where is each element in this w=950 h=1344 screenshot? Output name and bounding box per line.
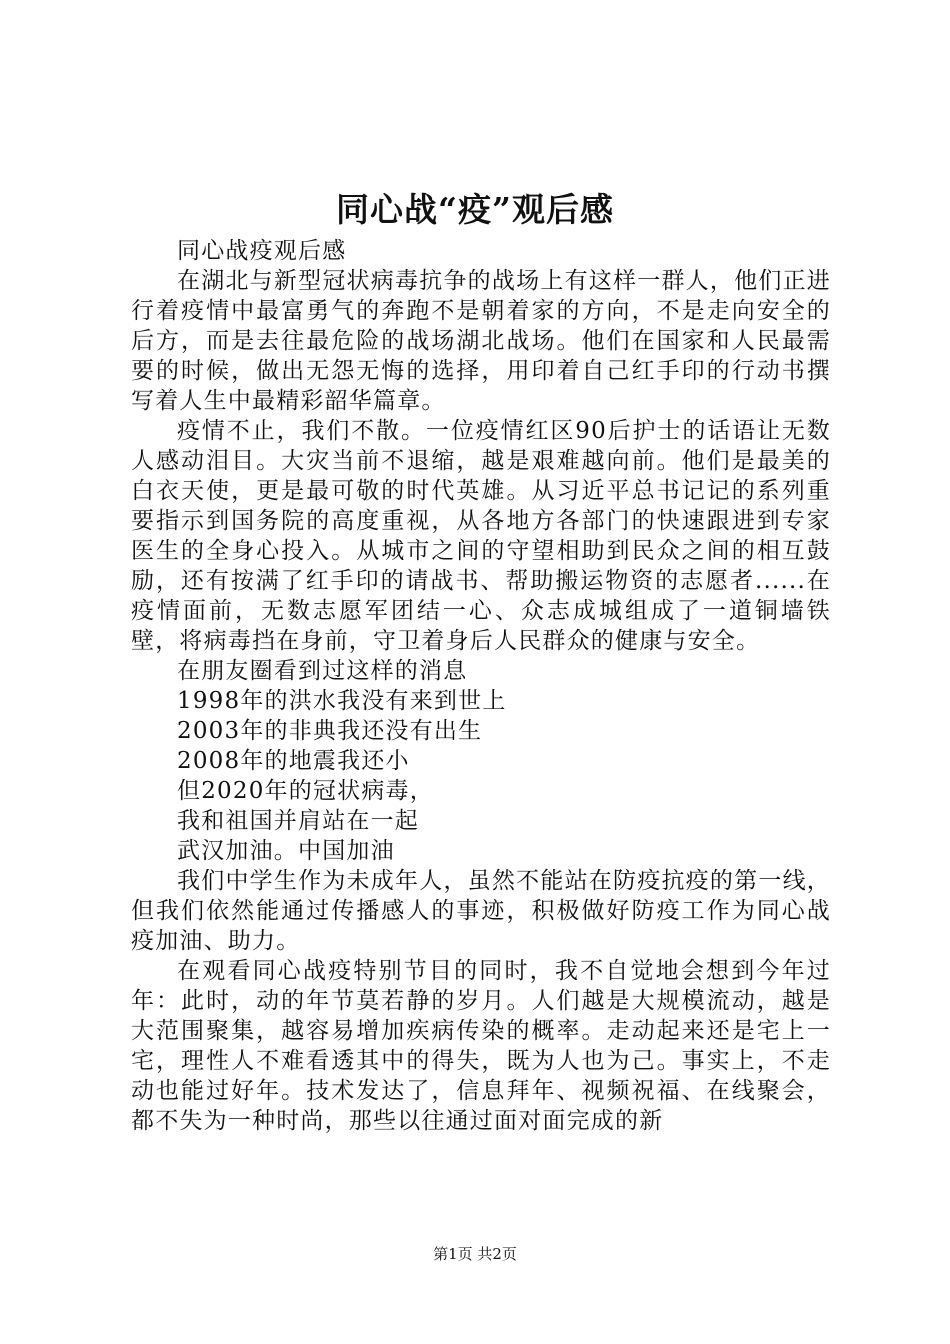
page-footer: 第1页 共2页 — [433, 1245, 517, 1263]
document-body — [131, 236, 831, 1136]
paragraph: 疫情不止，我们不散。一位疫情红区90后护士的话语让无数人感动泪目。大灾当前不退缩，越是艰难越向前。他们是最美的白衣天使，更是最可敬的时代英雄。从习近平总书记记的系列重要指示到国务院的高度重视，从各地方各部门的快速跟进到专家医生的全身心投入。从城市之间的守望相助到民众之间的相互鼓励，还有按满了红手印的请战书、帮助搬运物资的志愿者......在疫情面前，无数志愿军团结一心、众志成城组成了一道铜墙铁壁，将病毒挡在身前，守卫着身后人民群众的健康与安全。 — [131, 418, 831, 654]
poem-line: 2008年的地震我还小 — [177, 748, 410, 774]
paragraph: 在湖北与新型冠状病毒抗争的战场上有这样一群人，他们正进行着疫情中最富勇气的奔跑不是朝着家的方向，不是走向安全的后方，而是去往最危险的战场湖北战场。他们在国家和人民最需要的时候，做出无怨无悔的选择，用印着自己红手印的行动书撰写着人生中最精彩韶华篇章。 — [131, 268, 831, 414]
poem-line: 在朋友圈看到过这样的消息 — [177, 658, 468, 684]
poem-line: 1998年的洪水我没有来到世上 — [177, 688, 507, 714]
poem-line: 武汉加油。中国加油 — [177, 838, 395, 864]
document-title: 同心战“疫”观后感 — [336, 190, 614, 229]
paragraph: 我们中学生作为未成年人，虽然不能站在防疫抗疫的第一线，但我们依然能通过传播感人的事迹，积极做好防疫工作为同心战疫加油、助力。 — [131, 868, 831, 954]
document-subtitle: 同心战疫观后感 — [177, 238, 347, 264]
poem-line: 2003年的非典我还没有出生 — [177, 718, 483, 744]
paragraph: 在观看同心战疫特别节目的同时，我不自觉地会想到今年过年：此时，动的年节莫若静的岁月。人们越是大规模流动，越是大范围聚集，越容易增加疾病传染的概率。走动起来还是宅上一宅，理性人不难看透其中的得失，既为人也为己。事实上，不走动也能过好年。技术发达了，信息拜年、视频祝福、在线聚会，都不失为一种时尚，那些以往通过面对面完成的新 — [131, 958, 831, 1134]
poem-line: 但2020年的冠状病毒， — [177, 778, 434, 804]
poem-line: 我和祖国并肩站在一起 — [177, 808, 419, 834]
